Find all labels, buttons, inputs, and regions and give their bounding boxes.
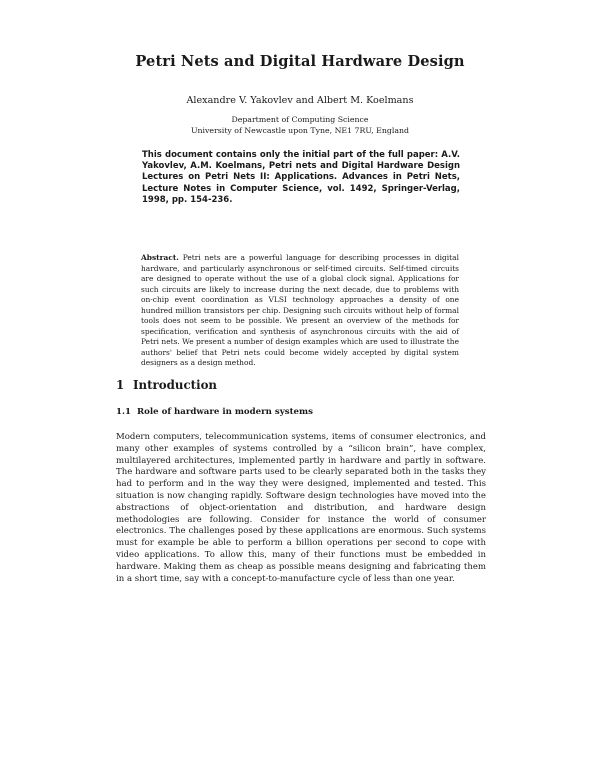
- body-paragraph: Modern computers, telecommunication systems, items of consumer electronics, and many other examples of systems controlled by a “silicon brain”, have complex, multilayered architectures, implemented partly in hardware and partly in software. The hardware and software parts used to be clearly separated both in the tasks they had to perform and in the way they were designed, implemented and tested. This situation is now changing rapidly. Software design technologies have moved into the abstractions of object-orientation and distribution, and hardware design methodologies are following. Consider for instance the world of consumer electronics. The challenges posed by these applications are enormous. Such systems must for example be able to perform a billion operations per second to cope with video applications. To allow this, many of their functions must be embedded in hardware. Making them as cheap as possible means designing and fabricating them in a short time, say with a concept-to-manufacture cycle of less than one year.: [116, 432, 486, 584]
- section-number: 1: [116, 378, 125, 392]
- abstract-text: Petri nets are a powerful language for describing processes in digital hardware, and particularly asynchronous or self-timed circuits. Self-timed circuits are designed to operate without the use of a global clock signal. Applications for such circuits are likely to increase during the next decade, due to problems with on-chip event coordination as VLSI technology approaches a density of one hundred million transistors per chip. Designing such circuits without help of formal tools does not seem to be possible. We present an overview of the methods for specification, verification and synthesis of asynchronous circuits with the aid of Petri nets. We present a number of design examples which are used to illustrate the authors' belief that Petri nets could become widely accepted by digital system designers as a design method.: [141, 253, 459, 367]
- subsection-heading: [116, 407, 313, 417]
- paper-title: Petri Nets and Digital Hardware Design: [135, 53, 465, 70]
- abstract: [141, 253, 459, 369]
- section-title: Introduction: [133, 378, 218, 392]
- subsection-number: 1.1: [116, 407, 131, 417]
- subsection-title: Role of hardware in modern systems: [137, 407, 313, 417]
- section-heading: [116, 378, 217, 392]
- partial-paper-note: This document contains only the initial part of the full paper: A.V. Yakovlev, A.M. Koelmans, Petri nets and Digital Hardware Design Lectures on Petri Nets II: Applications. Advances in Petri Nets, Lecture Notes in Computer Science, vol. 1492, Springer-Verlag, 1998, pp. 154-236.: [142, 150, 460, 205]
- paper-authors: Alexandre V. Yakovlev and Albert M. Koelmans: [186, 95, 414, 106]
- affiliation-university: University of Newcastle upon Tyne, NE1 7RU, England: [190, 126, 410, 135]
- affiliation-department: Department of Computing Science: [231, 115, 369, 124]
- affiliation: [0, 114, 600, 136]
- abstract-label: Abstract.: [141, 253, 179, 262]
